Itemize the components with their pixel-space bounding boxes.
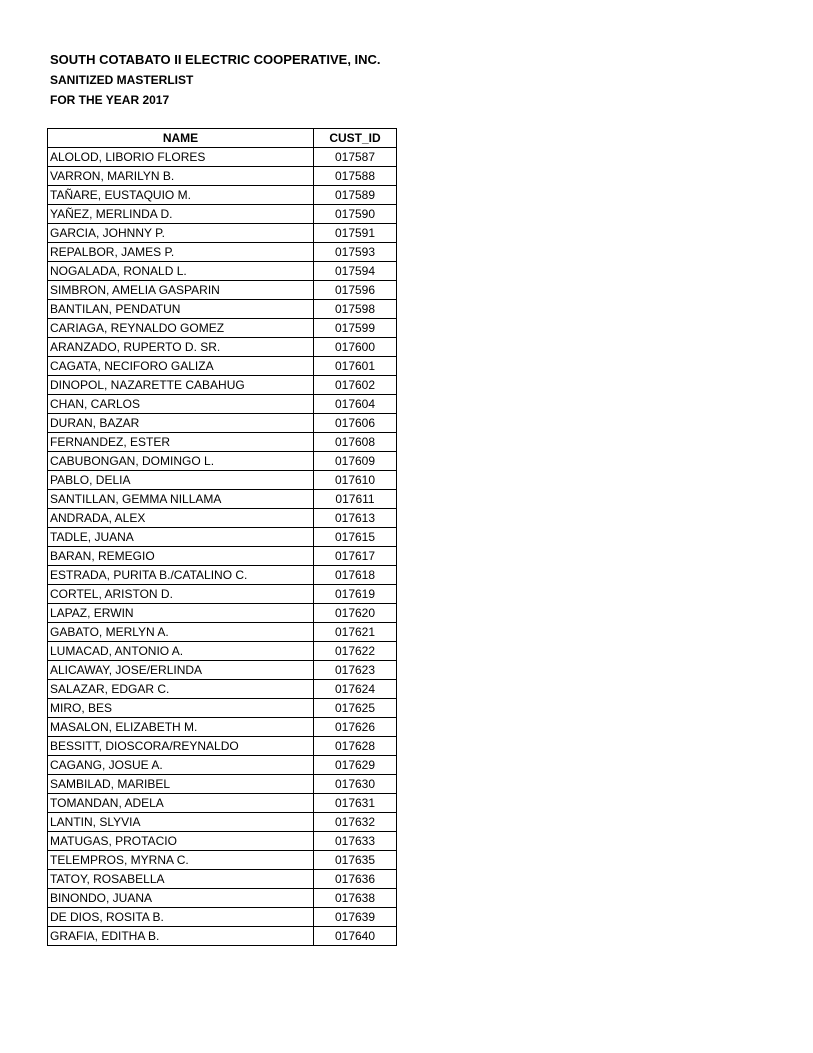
cell-name: ALOLOD, LIBORIO FLORES: [48, 148, 314, 167]
table-row: [48, 623, 397, 642]
cell-name: DE DIOS, ROSITA B.: [48, 908, 314, 927]
cell-cust-id: 017635: [314, 851, 397, 870]
cell-cust-id: 017601: [314, 357, 397, 376]
table-row: [48, 775, 397, 794]
table-row: [48, 167, 397, 186]
table-row: [48, 414, 397, 433]
table-row: [48, 376, 397, 395]
cell-name: BESSITT, DIOSCORA/REYNALDO: [48, 737, 314, 756]
cell-name: SALAZAR, EDGAR C.: [48, 680, 314, 699]
table-row: [48, 281, 397, 300]
table-row: [48, 813, 397, 832]
table-row: [48, 262, 397, 281]
table-row: [48, 186, 397, 205]
cell-name: REPALBOR, JAMES P.: [48, 243, 314, 262]
cell-name: BARAN, REMEGIO: [48, 547, 314, 566]
cell-name: LANTIN, SLYVIA: [48, 813, 314, 832]
cell-cust-id: 017613: [314, 509, 397, 528]
cell-name: TATOY, ROSABELLA: [48, 870, 314, 889]
cell-name: MASALON, ELIZABETH M.: [48, 718, 314, 737]
table-row: [48, 642, 397, 661]
cell-name: CHAN, CARLOS: [48, 395, 314, 414]
table-row: [48, 870, 397, 889]
cell-name: PABLO, DELIA: [48, 471, 314, 490]
table-row: [48, 395, 397, 414]
table-row: [48, 433, 397, 452]
cell-name: CAGATA, NECIFORO GALIZA: [48, 357, 314, 376]
cell-cust-id: 017621: [314, 623, 397, 642]
cell-cust-id: 017606: [314, 414, 397, 433]
cell-name: CORTEL, ARISTON D.: [48, 585, 314, 604]
cell-cust-id: 017598: [314, 300, 397, 319]
cell-name: YAÑEZ, MERLINDA D.: [48, 205, 314, 224]
cell-cust-id: 017640: [314, 927, 397, 946]
table-row: [48, 509, 397, 528]
cell-cust-id: 017594: [314, 262, 397, 281]
cell-name: GABATO, MERLYN A.: [48, 623, 314, 642]
cell-cust-id: 017629: [314, 756, 397, 775]
cell-cust-id: 017624: [314, 680, 397, 699]
table-row: [48, 851, 397, 870]
cell-name: TADLE, JUANA: [48, 528, 314, 547]
cell-name: SIMBRON, AMELIA GASPARIN: [48, 281, 314, 300]
column-header-name: NAME: [48, 129, 314, 148]
table-row: [48, 452, 397, 471]
cell-cust-id: 017619: [314, 585, 397, 604]
table-row: [48, 243, 397, 262]
table-row: [48, 680, 397, 699]
cell-cust-id: 017593: [314, 243, 397, 262]
cell-name: CARIAGA, REYNALDO GOMEZ: [48, 319, 314, 338]
cell-name: LAPAZ, ERWIN: [48, 604, 314, 623]
table-row: [48, 889, 397, 908]
cell-cust-id: 017618: [314, 566, 397, 585]
table-row: [48, 205, 397, 224]
cell-cust-id: 017628: [314, 737, 397, 756]
column-header-cust-id: CUST_ID: [314, 129, 397, 148]
cell-cust-id: 017617: [314, 547, 397, 566]
table-row: [48, 737, 397, 756]
cell-name: BINONDO, JUANA: [48, 889, 314, 908]
cell-cust-id: 017611: [314, 490, 397, 509]
table-row: [48, 148, 397, 167]
cell-name: ALICAWAY, JOSE/ERLINDA: [48, 661, 314, 680]
table-row: [48, 908, 397, 927]
document-subtitle: SANITIZED MASTERLIST: [50, 73, 194, 87]
table-row: [48, 547, 397, 566]
cell-name: CABUBONGAN, DOMINGO L.: [48, 452, 314, 471]
cell-name: SAMBILAD, MARIBEL: [48, 775, 314, 794]
cell-cust-id: 017633: [314, 832, 397, 851]
cell-cust-id: 017615: [314, 528, 397, 547]
cell-name: NOGALADA, RONALD L.: [48, 262, 314, 281]
table-row: [48, 832, 397, 851]
cell-name: TAÑARE, EUSTAQUIO M.: [48, 186, 314, 205]
table-row: [48, 528, 397, 547]
table-body: [48, 148, 397, 946]
table-row: [48, 794, 397, 813]
table-header-row: [48, 129, 397, 148]
cell-cust-id: 017604: [314, 395, 397, 414]
table-row: [48, 585, 397, 604]
cell-cust-id: 017600: [314, 338, 397, 357]
cell-name: MIRO, BES: [48, 699, 314, 718]
cell-cust-id: 017630: [314, 775, 397, 794]
cell-cust-id: 017609: [314, 452, 397, 471]
table-row: [48, 224, 397, 243]
cell-cust-id: 017623: [314, 661, 397, 680]
table-row: [48, 699, 397, 718]
cell-name: DURAN, BAZAR: [48, 414, 314, 433]
cell-cust-id: 017587: [314, 148, 397, 167]
cell-cust-id: 017589: [314, 186, 397, 205]
cell-name: ARANZADO, RUPERTO D. SR.: [48, 338, 314, 357]
cell-cust-id: 017620: [314, 604, 397, 623]
cell-name: GRAFIA, EDITHA B.: [48, 927, 314, 946]
cell-cust-id: 017639: [314, 908, 397, 927]
table-row: [48, 319, 397, 338]
table-row: [48, 927, 397, 946]
cell-name: TOMANDAN, ADELA: [48, 794, 314, 813]
cell-cust-id: 017590: [314, 205, 397, 224]
cell-cust-id: 017622: [314, 642, 397, 661]
cell-name: CAGANG, JOSUE A.: [48, 756, 314, 775]
cell-cust-id: 017591: [314, 224, 397, 243]
table-row: [48, 357, 397, 376]
table-row: [48, 300, 397, 319]
cell-name: GARCIA, JOHNNY P.: [48, 224, 314, 243]
table-row: [48, 661, 397, 680]
cell-cust-id: 017626: [314, 718, 397, 737]
cell-cust-id: 017638: [314, 889, 397, 908]
cell-cust-id: 017632: [314, 813, 397, 832]
cell-cust-id: 017610: [314, 471, 397, 490]
cell-cust-id: 017625: [314, 699, 397, 718]
masterlist-table: [47, 128, 397, 946]
cell-name: MATUGAS, PROTACIO: [48, 832, 314, 851]
cell-name: ESTRADA, PURITA B./CATALINO C.: [48, 566, 314, 585]
cell-cust-id: 017631: [314, 794, 397, 813]
cell-cust-id: 017636: [314, 870, 397, 889]
cell-name: DINOPOL, NAZARETTE CABAHUG: [48, 376, 314, 395]
cell-cust-id: 017608: [314, 433, 397, 452]
table-row: [48, 471, 397, 490]
cell-name: VARRON, MARILYN B.: [48, 167, 314, 186]
cell-cust-id: 017599: [314, 319, 397, 338]
table-row: [48, 566, 397, 585]
cell-name: ANDRADA, ALEX: [48, 509, 314, 528]
document-header: [50, 50, 381, 110]
cell-name: FERNANDEZ, ESTER: [48, 433, 314, 452]
table-row: [48, 338, 397, 357]
cell-name: TELEMPROS, MYRNA C.: [48, 851, 314, 870]
cell-name: SANTILLAN, GEMMA NILLAMA: [48, 490, 314, 509]
document-title: SOUTH COTABATO II ELECTRIC COOPERATIVE, INC.: [50, 52, 381, 67]
table-row: [48, 756, 397, 775]
cell-cust-id: 017588: [314, 167, 397, 186]
cell-cust-id: 017602: [314, 376, 397, 395]
cell-name: LUMACAD, ANTONIO A.: [48, 642, 314, 661]
document-year-line: FOR THE YEAR 2017: [50, 93, 170, 107]
table-row: [48, 604, 397, 623]
table-row: [48, 718, 397, 737]
table-row: [48, 490, 397, 509]
cell-cust-id: 017596: [314, 281, 397, 300]
cell-name: BANTILAN, PENDATUN: [48, 300, 314, 319]
